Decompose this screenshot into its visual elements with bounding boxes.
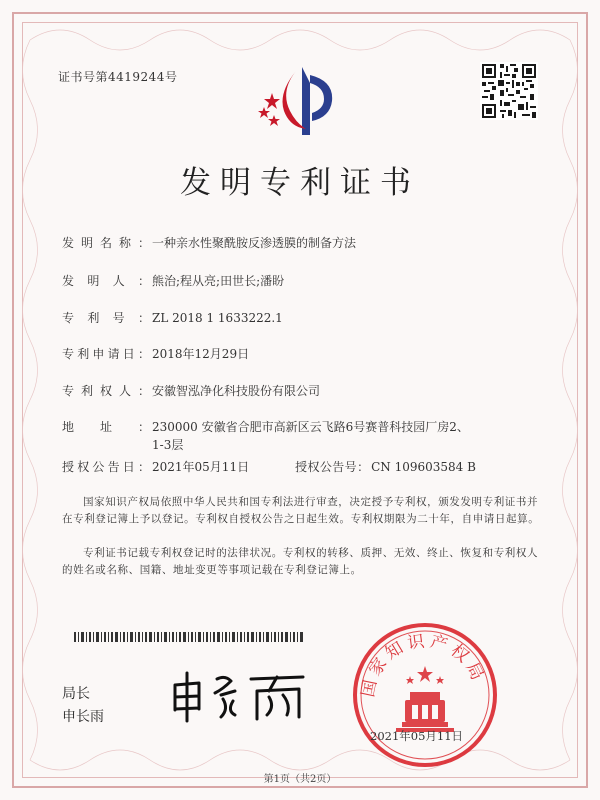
filing-date-row <box>62 345 249 362</box>
patentee-value: 安徽智泓净化科技股份有限公司 <box>152 384 321 398</box>
grant-statement-paragraph: 国家知识产权局依照中华人民共和国专利法进行审查，决定授予专利权，颁发发明专利证书并在专利登记簿上予以登记。专利权自授权公告之日起生效。专利权期限为二十年，自申请日起算。 <box>62 496 540 525</box>
page-number: 第1页（共2页） <box>263 774 337 785</box>
patent-number-label: 专利号： <box>62 311 150 325</box>
qr-code-icon <box>480 62 538 120</box>
invention-name-value: 一种亲水性聚酰胺反渗透膜的制备方法 <box>152 236 357 250</box>
patentee-label: 专利权人： <box>62 384 150 398</box>
cnipa-logo-icon <box>250 55 350 155</box>
legal-status-paragraph: 专利证书记载专利权登记时的法律状况。专利权的转移、质押、无效、终止、恢复和专利权人的姓名或名称、国籍、地址变更等事项记载在专利登记簿上。 <box>62 547 539 576</box>
address-label: 地址： <box>62 420 150 434</box>
grant-date-value: 2021年05月11日 <box>152 460 250 474</box>
address-row <box>62 418 482 454</box>
signature-icon <box>165 665 315 725</box>
barcode-icon <box>74 632 304 642</box>
inventors-value: 熊治;程从亮;田世长;潘盼 <box>152 274 285 288</box>
filing-date-value: 2018年12月29日 <box>152 347 250 361</box>
director-name: 申长雨 <box>62 709 104 725</box>
seal-text: 国家知识产权局 <box>358 631 489 699</box>
invention-name-row <box>62 234 356 251</box>
grant-number-value: CN 109603584 B <box>371 460 476 474</box>
seal-date: 2021年05月11日 <box>370 729 464 743</box>
patent-number-value: ZL 2018 1 1633222.1 <box>152 311 283 325</box>
address-value: 230000 安徽省合肥市高新区云飞路6号赛普科技园厂房2、1-3层 <box>152 420 469 452</box>
grant-number-label: 授权公告号： <box>295 460 370 474</box>
patentee-row <box>62 382 320 399</box>
grant-date-label: 授权公告日： <box>62 460 150 474</box>
certificate-title: 发明专利证书 <box>180 165 420 201</box>
grant-row <box>62 458 476 475</box>
inventors-row <box>62 272 284 289</box>
filing-date-label: 专利申请日： <box>62 347 150 361</box>
director-title: 局长 <box>62 686 90 702</box>
certificate-number: 证书号第4419244号 <box>58 70 178 84</box>
inventors-label: 发明人： <box>62 274 150 288</box>
patent-number-row <box>62 309 283 326</box>
official-seal-icon <box>350 620 500 770</box>
invention-name-label: 发明名称： <box>62 236 150 250</box>
